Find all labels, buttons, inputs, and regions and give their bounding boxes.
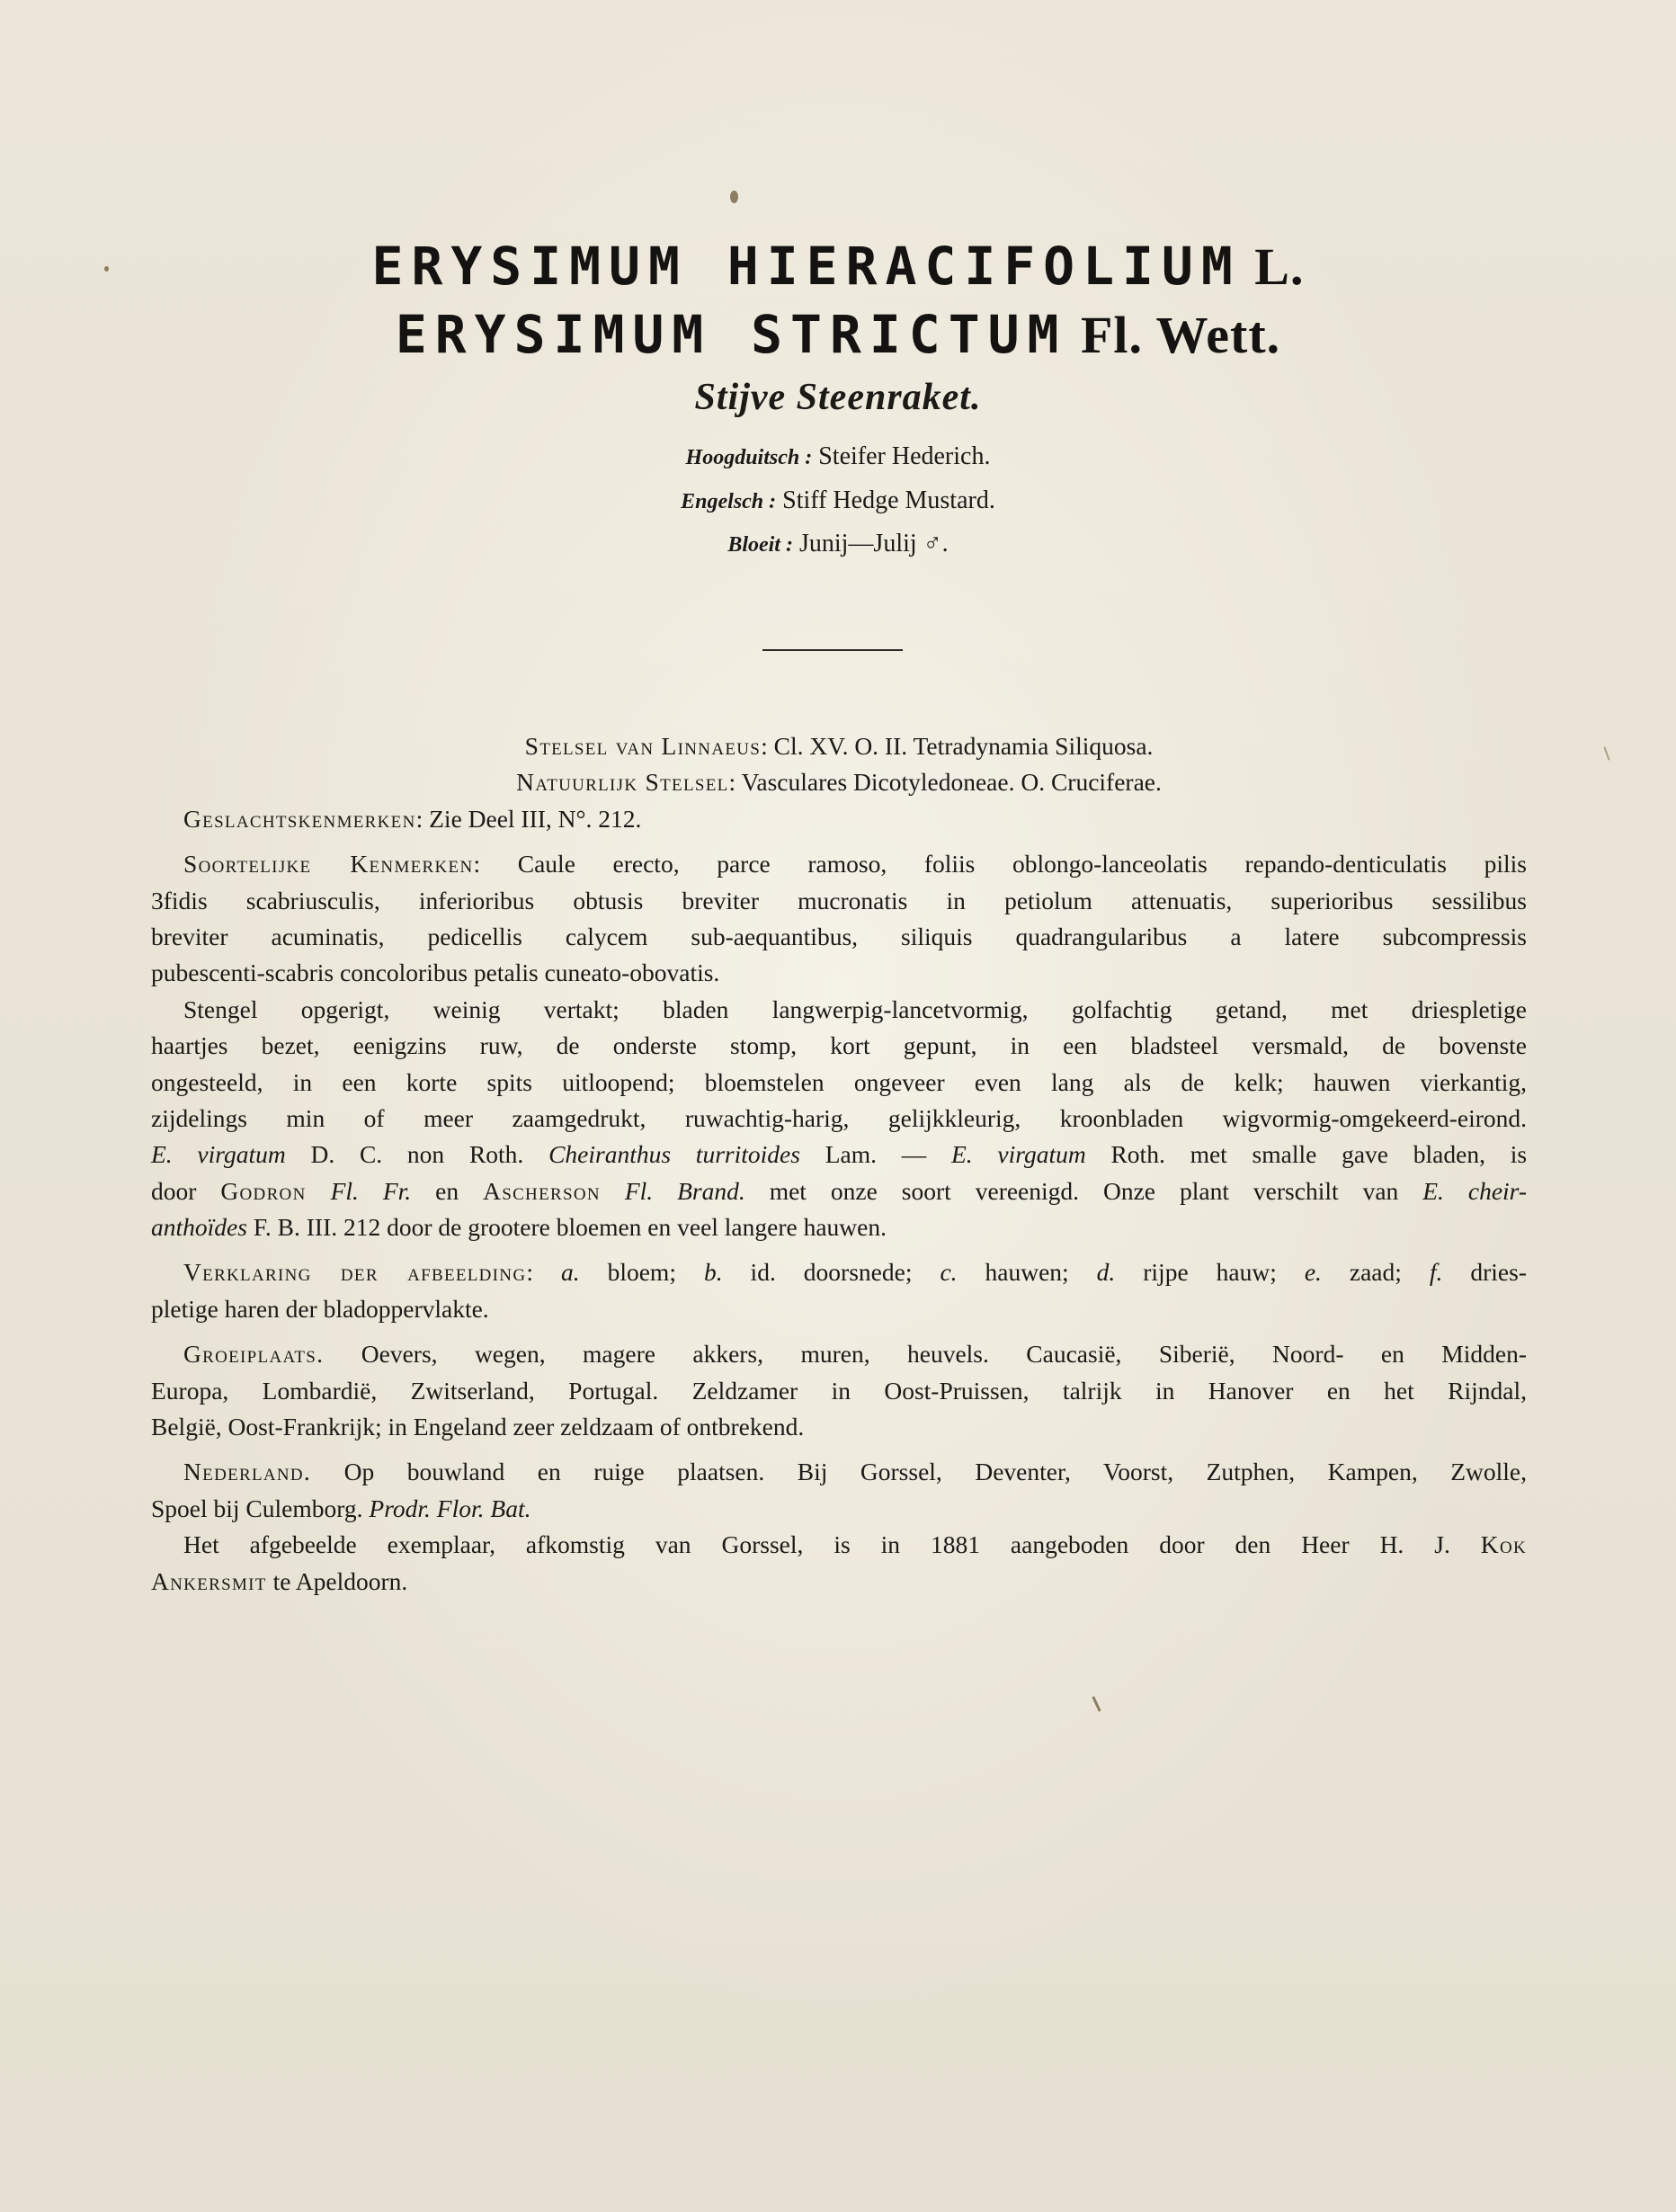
synonym-text: F. B. III. 212 door de grootere bloemen en veel langere hauwen. bbox=[246, 1213, 887, 1242]
figure-letter: d. bbox=[1096, 1258, 1116, 1287]
flowering-period-value: Junij—Julij ♂. bbox=[792, 530, 949, 557]
german-name-label: Hoogduitsch : bbox=[685, 446, 813, 469]
description-body bbox=[151, 728, 1527, 1600]
synonym-text bbox=[601, 1177, 625, 1205]
figure-explanation bbox=[151, 1254, 1527, 1327]
species-line bbox=[151, 846, 1527, 882]
figure-text: zaad; bbox=[1321, 1258, 1430, 1287]
figure-text: dries- bbox=[1442, 1258, 1527, 1287]
page-speck bbox=[1092, 1696, 1101, 1712]
reference-name: Fl. Brand. bbox=[624, 1176, 745, 1205]
species-title-name: ERYSIMUM HIERACIFOLIUM bbox=[371, 236, 1241, 297]
figure-letter: f. bbox=[1429, 1258, 1443, 1287]
genus-label: Geslachtskenmerken bbox=[183, 804, 416, 833]
specimen-note bbox=[151, 1527, 1527, 1600]
description-line: Stengel opgerigt, weinig vertakt; bladen langwerpig-lancetvormig, golfachtig getand, met driespletige bbox=[183, 995, 1527, 1023]
habitat-line: België, Oost-Frankrijk; in Engeland zeer zeldzaam of ontbrekend. bbox=[151, 1413, 805, 1441]
species-text: : Caule erecto, parce ramoso, foliis oblongo-lanceolatis repando-denticulatis pilis bbox=[473, 850, 1528, 879]
specimen-line bbox=[151, 1564, 1527, 1600]
synonym-name: E. virgatum bbox=[151, 1140, 286, 1169]
page-speck bbox=[730, 191, 738, 203]
author-name: Ascherson bbox=[483, 1176, 601, 1205]
flowering-period bbox=[0, 530, 1676, 558]
synonym-name: Cheiranthus turritoides bbox=[548, 1140, 800, 1169]
species-title bbox=[0, 236, 1676, 297]
figure-letter: a. bbox=[560, 1258, 580, 1287]
netherlands-text: Spoel bij Culemborg. bbox=[151, 1494, 370, 1522]
synonym-line bbox=[151, 1173, 1527, 1209]
specimen-text: Het afgebeelde exemplaar, afkomstig van Gorssel, is in 1881 aangeboden door den Heer H. J. bbox=[183, 1530, 1481, 1559]
english-name-label: Engelsch : bbox=[681, 490, 777, 513]
synonym-text: Roth. met smalle gave bladen, is bbox=[1085, 1140, 1528, 1169]
figure-text: : bbox=[526, 1258, 561, 1287]
species-label: Soortelijke Kenmerken bbox=[183, 850, 474, 879]
natural-system-value: : Vasculares Dicotyledoneae. O. Cruciferae. bbox=[728, 768, 1162, 797]
synonym-line bbox=[151, 1137, 1527, 1173]
species-synonym-title bbox=[0, 304, 1676, 365]
linnaeus-system bbox=[151, 728, 1527, 764]
flowering-period-label: Bloeit : bbox=[727, 533, 793, 557]
netherlands-line bbox=[151, 1491, 1527, 1527]
genus-value: : Zie Deel III, N°. 212. bbox=[415, 804, 642, 833]
synonym-name: E. cheir- bbox=[1422, 1176, 1527, 1205]
synonym-text bbox=[307, 1177, 331, 1205]
page-speck bbox=[1603, 746, 1609, 761]
netherlands-distribution bbox=[151, 1454, 1527, 1527]
german-name bbox=[0, 442, 1676, 471]
specimen-line bbox=[151, 1527, 1527, 1563]
synonym-line bbox=[151, 1209, 1527, 1245]
synonym-text: met onze soort vereenigd. Onze plant verschilt van bbox=[744, 1176, 1423, 1205]
synonym-text: Lam. — bbox=[799, 1140, 951, 1169]
figure-text: rijpe hauw; bbox=[1115, 1258, 1305, 1287]
habitat-text: Oevers, wegen, magere akkers, muren, heuvels. Caucasië, Siberië, Noord- en Midden- bbox=[324, 1340, 1527, 1369]
dutch-description bbox=[151, 992, 1527, 1246]
habitat-line bbox=[151, 1336, 1527, 1372]
english-name-value: Stiff Hedge Mustard. bbox=[776, 486, 995, 514]
synonym-text: D. C. non Roth. bbox=[285, 1140, 549, 1169]
species-synonym-name: ERYSIMUM STRICTUM bbox=[395, 304, 1067, 365]
common-name: Stijve Steenraket. bbox=[694, 377, 982, 418]
linnaeus-label: Stelsel van Linnaeus bbox=[524, 732, 762, 760]
english-name bbox=[0, 486, 1676, 515]
figure-text: bloem; bbox=[579, 1258, 704, 1287]
genus-characteristics bbox=[151, 801, 1527, 837]
species-synonym-author: Fl. Wett. bbox=[1066, 306, 1281, 364]
description-line: zijdelings min of meer zaamgedrukt, ruwachtig-harig, gelijkkleurig, kroonbladen wigvormig-omgekeerd-eirond. bbox=[151, 1103, 1527, 1132]
description-line: ongesteeld, in een korte spits uitloopend; bloemstelen ongeveer even lang als de kelk; hauwen vierkantig, bbox=[151, 1067, 1527, 1096]
figure-explanation-label: Verklaring der afbeelding bbox=[183, 1258, 527, 1287]
description-line: haartjes bezet, eenigzins ruw, de onderste stomp, kort gepunt, in een bladsteel versmald, de bovenste bbox=[151, 1031, 1527, 1060]
figure-letter: b. bbox=[703, 1258, 723, 1287]
synonym-text: en bbox=[411, 1176, 484, 1205]
german-name-value: Steifer Hederich. bbox=[812, 442, 991, 470]
netherlands-label: Nederland. bbox=[183, 1458, 312, 1486]
habitat-label: Groeiplaats. bbox=[183, 1340, 325, 1369]
synonym-name: E. virgatum bbox=[950, 1140, 1086, 1169]
donor-name: Ankersmit bbox=[151, 1566, 267, 1595]
natural-system bbox=[151, 764, 1527, 800]
synonym-name: anthoïdes bbox=[151, 1213, 247, 1242]
divider-rule bbox=[762, 649, 903, 651]
netherlands-text: Op bouwland en ruige plaatsen. Bij Gorssel, Deventer, Voorst, Zutphen, Kampen, Zwolle, bbox=[311, 1458, 1527, 1486]
reference-name: Fl. Fr. bbox=[330, 1176, 412, 1205]
figure-letter: e. bbox=[1304, 1258, 1322, 1287]
habitat bbox=[151, 1336, 1527, 1445]
species-title-author: L. bbox=[1240, 237, 1305, 296]
figure-explanation-line bbox=[151, 1254, 1527, 1290]
linnaeus-value: : Cl. XV. O. II. Tetradynamia Siliquosa. bbox=[761, 732, 1154, 760]
species-line: 3fidis scabriusculis, inferioribus obtusis breviter mucronatis in petiolum attenuatis, superioribus sessilibus bbox=[151, 886, 1527, 914]
specimen-text: te Apeldoorn. bbox=[266, 1566, 408, 1595]
species-characteristics bbox=[151, 846, 1527, 992]
netherlands-line bbox=[151, 1454, 1527, 1490]
figure-letter: c. bbox=[940, 1258, 958, 1287]
figure-explanation-line: pletige haren der bladoppervlakte. bbox=[151, 1294, 489, 1323]
species-line: breviter acuminatis, pedicellis calycem sub-aequantibus, siliquis quadrangularibus a latere subcompressis bbox=[151, 922, 1527, 950]
author-name: Godron bbox=[220, 1176, 307, 1205]
habitat-line: Europa, Lombardië, Zwitserland, Portugal. Zeldzamer in Oost-Pruissen, talrijk in Hanover en het Rijndal, bbox=[151, 1376, 1527, 1405]
figure-text: hauwen; bbox=[957, 1258, 1097, 1287]
donor-name: Kok bbox=[1480, 1530, 1527, 1559]
reference-name: Prodr. Flor. Bat. bbox=[369, 1494, 531, 1522]
species-line: pubescenti-scabris concoloribus petalis cuneato-obovatis. bbox=[151, 959, 720, 987]
synonym-text: door bbox=[151, 1176, 221, 1205]
figure-text: id. doorsnede; bbox=[722, 1258, 941, 1287]
natural-system-label: Natuurlijk Stelsel bbox=[516, 768, 729, 797]
